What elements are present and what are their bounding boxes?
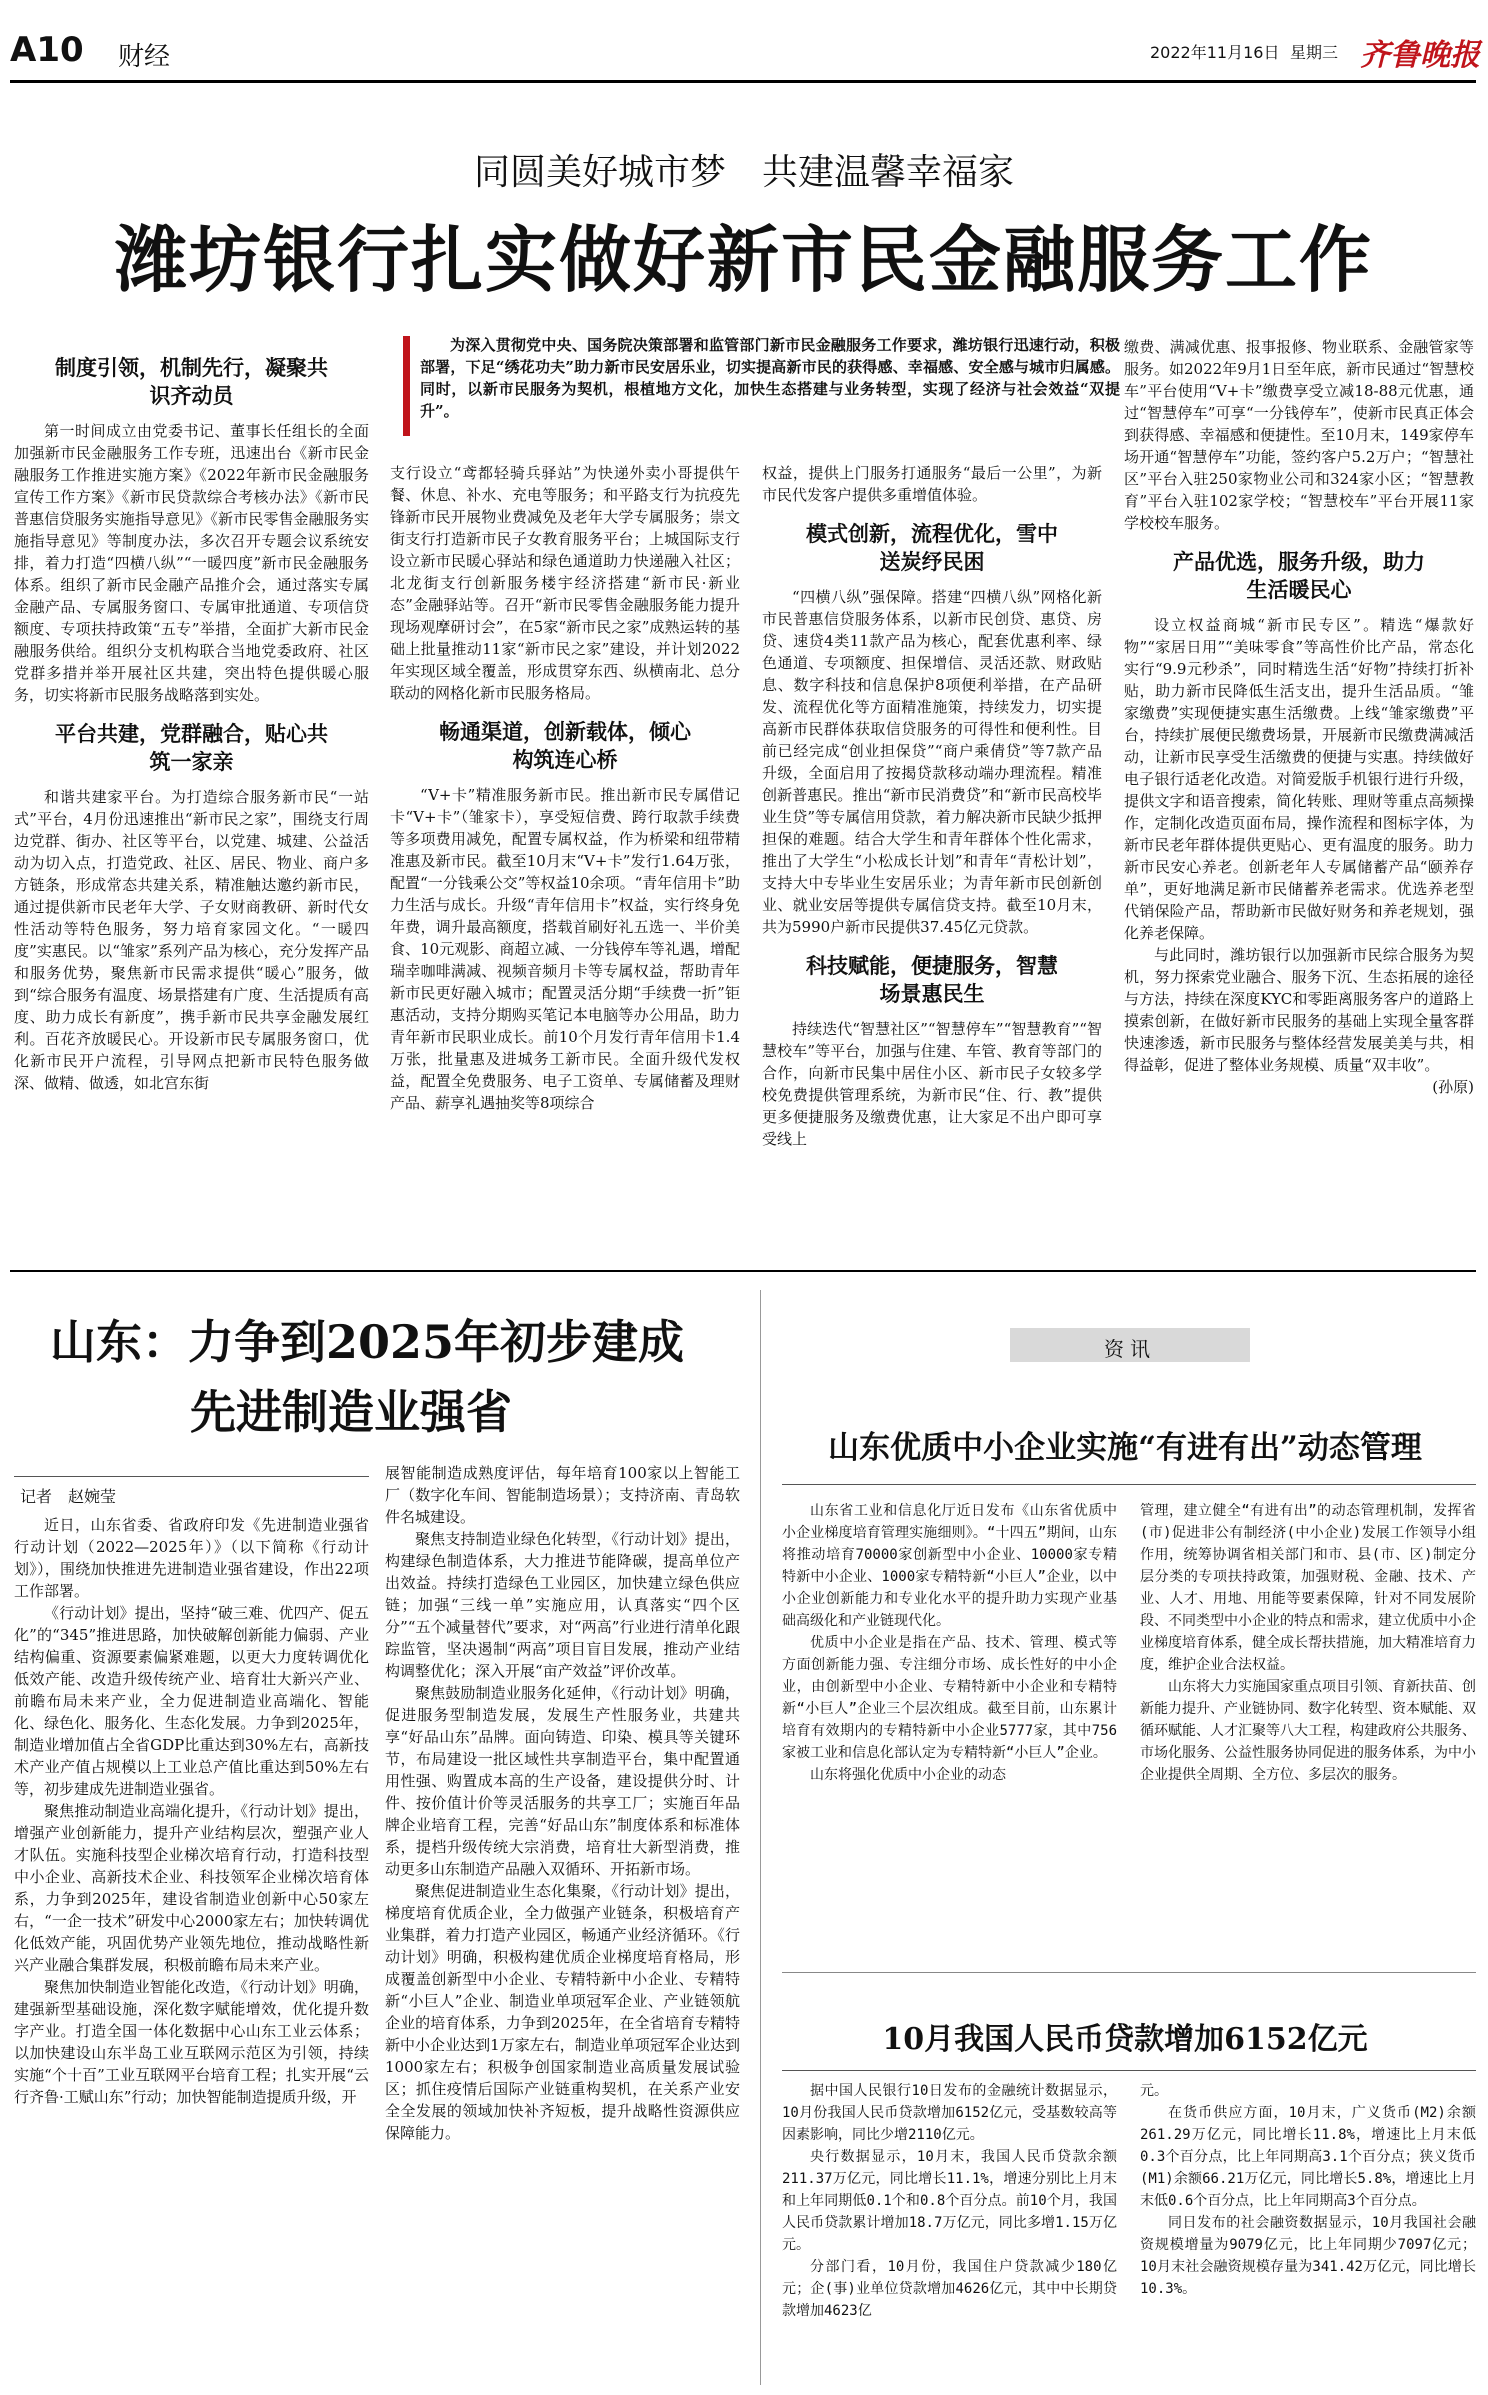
lead-column-2 <box>390 462 740 1114</box>
lead-subhead-4: 模式创新，流程优化，雪中送炭纾民困 <box>806 522 1058 574</box>
issue-date: 2022年11月16日 <box>1150 43 1280 62</box>
zx-label: 资讯 <box>1104 1337 1156 1361</box>
loan-paragraph-1: 据中国人民银行10日发布的金融统计数据显示，10月份我国人民币贷款增加6152亿元，受基数较高等因素影响，同比少增2110亿元。 <box>782 2083 1117 2143</box>
sd-column-2 <box>385 1462 740 2144</box>
zx-paragraph-1: 山东省工业和信息化厅近日发布《山东省优质中小企业梯度培育管理实施细则》。“十四五”期间，山东将推动培育70000家创新型中小企业、10000家专精特新中小企业、1000家专精特新“小巨人”企业，以中小企业创新能力和专业化水平的提升助力实现产业基础高级化和产业链现代化。 <box>782 1503 1117 1629</box>
sd-paragraph-3: 聚焦推动制造业高端化提升，《行动计划》提出，增强产业创新能力，提升产业结构层次，塑强产业人才队伍。实施科技型企业梯次培育行动，打造科技型中小企业、高新技术企业、科技领军企业梯次培育体系，力争到2025年，建设省制造业创新中心50家左右，“一企一技术”研发中心2000家左右；加快转调优化低效产能，巩固优势产业领先地位，推动战略性新兴产业融合集群发展，积极前瞻布局未来产业。 <box>14 1802 369 1974</box>
intro-bar <box>403 336 410 436</box>
column-divider <box>760 1290 761 2385</box>
zx-column-1 <box>782 1500 1117 1786</box>
lead-subhead-5: 科技赋能，便捷服务，智慧场景惠民生 <box>806 954 1058 1006</box>
lead-paragraph-6: “四横八纵”强保障。搭建“四横八纵”网格化新市民普惠信贷服务体系，以新市民创贷、惠贷、房贷、速贷4类11款产品为核心，配套优惠利率、绿色通道、专项额度、担保增信、灵活还款、财政贴息、数字科技和信息保护8项便利举措，在产品研发、流程优化等方面精准施策，持续发力，切实提高新市民群体获取信贷服务的可得性和便利性。目前已经完成“创业担保贷”“商户乘倩贷”等7款产品升级，全面启用了按揭贷款移动端办理流程。精准创新普惠民。推出“新市民消费贷”和“新市民高校毕业生贷”等专属信用贷款，着力解决新市民缺少抵押担保的难题。结合大学生和青年群体个性化需求，推出了大学生“小松成长计划”和青年“青松计划”，支持大中专毕业生安居乐业；为青年新市民创新创业、就业安居等提供专属信贷支持。截至10月末，共为5990户新市民提供37.45亿元贷款。 <box>762 588 1102 936</box>
lead-paragraph-4: “V+卡”精准服务新市民。推出新市民专属借记卡“V+卡”（雏家卡），享受短信费、跨行取款手续费等多项费用减免，配置专属权益，作为桥梁和纽带精准惠及新市民。截至10月末“V+卡”发行1.64万张，配置“一分钱乘公交”等权益10余项。“青年信用卡”助力生活与成长。升级“青年信用卡”权益，实行终身免年费，调升最高额度，搭载首刷好礼五选一、半价美食、10元观影、商超立减、一分钱停车等礼遇，增配瑞幸咖啡满减、视频音频月卡等专属权益，帮助青年新市民更好融入城市；配置灵活分期“手续费一折”钜惠活动，支持分期购买笔记本电脑等办公用品，助力青年新市民职业成长。前10个月发行青年信用卡1.4万张，批量惠及进城务工新市民。全面升级代发权益，配置全免费服务、电子工资单、专属储蓄及理财产品、薪享礼遇抽奖等8项综合 <box>390 786 740 1112</box>
sd-paragraph-7: 聚焦鼓励制造业服务化延伸，《行动计划》明确，促进服务型制造发展，发展生产性服务业，共建共享“好品山东”品牌。面向铸造、印染、模具等关键环节，布局建设一批区域性共享制造平台，集中配置通用性强、购置成本高的生产设备，建设提供分时、计件、按价值计价等灵活服务的共享工厂；实施百年品牌企业培育工程，完善“好品山东”制度体系和标准体系，提档升级传统大宗消费，培育壮大新型消费，推动更多山东制造产品融入双循环、开拓新市场。 <box>385 1684 740 1878</box>
section-name: 财经 <box>118 42 171 72</box>
zx-head-rule <box>782 1484 1476 1485</box>
sd-paragraph-5: 展智能制造成熟度评估，每年培育100家以上智能工厂（数字化车间、智能制造场景）；支持济南、青岛软件名城建设。 <box>385 1464 740 1526</box>
sd-paragraph-6: 聚焦支持制造业绿色化转型，《行动计划》提出，构建绿色制造体系，大力推进节能降碳，提高单位产出效益。持续打造绿色工业园区，加快建立绿色供应链；加强“三线一单”实施应用，认真落实“四个区分”“五个减量替代”要求，对“两高”行业进行清单化跟踪监管，坚决遏制“两高”项目盲目发展，推动产业结构调整优化；深入开展“亩产效益”评价改革。 <box>385 1530 740 1680</box>
sd-paragraph-4: 聚焦加快制造业智能化改造，《行动计划》明确，建强新型基础设施，深化数字赋能增效，优化提升数字产业。打造全国一体化数据中心山东工业云体系；以加快建设山东半岛工业互联网示范区为引领，持续实施“个十百”工业互联网平台培育工程；扎实开展“云行齐鲁·工赋山东”行动；加快智能制造提质升级，开 <box>14 1978 369 2106</box>
loan-paragraph-5: 在货币供应方面，10月末，广义货币(M2)余额261.29万亿元，同比增长11.8%，增速比上月末低0.3个百分点，比上年同期高3.1个百分点；狭义货币(M1)余额66.21万亿元，同比增长5.8%，增速比上月末低0.6个百分点，比上年同期高3个百分点。 <box>1140 2105 1476 2209</box>
sd-paragraph-2: 《行动计划》提出，坚持“破三难、优四产、促五化”的“345”推进思路，加快破解创新能力偏弱、产业结构偏重、资源要素偏紧难题，以更大力度转调优化低效产能、改造升级传统产业、培育壮大新兴产业、前瞻布局未来产业，全力促进制造业高端化、智能化、绿色化、服务化、生态化发展。力争到2025年，制造业增加值占全省GDP比重达到30%左右，高新技术产业产值占规模以上工业总产值比重达到50%左右等，初步建成先进制造业强省。 <box>14 1604 369 1798</box>
lead-paragraph-1: 第一时间成立由党委书记、董事长任组长的全面加强新市民金融服务工作专班，迅速出台《新市民金融服务工作推进实施方案》《2022年新市民金融服务宣传工作方案》《新市民贷款综合考核办法》《新市民普惠信贷服务实施指导意见》《新市民零售金融服务实施指导意见》等制度办法，多次召开专题会议系统安排，着力打造“四横八纵”“一暖四度”新市民金融服务体系。组织了新市民金融产品推介会，通过落实专属金融产品、专属服务窗口、专属审批通道、专项信贷额度、专项扶持政策“五专”举措，全面扩大新市民金融服务供给。组织分支机构联合当地党委政府、社区党群多措并举开展社区共建，突出特色提供暖心服务，切实将新市民服务战略落到实处。 <box>14 422 369 704</box>
sd-paragraph-8: 聚焦促进制造业生态化集聚，《行动计划》提出，梯度培育优质企业，全力做强产业链条，积极培育产业集群，着力打造产业园区，畅通产业经济循环。《行动计划》明确，积极构建优质企业梯度培育格局，形成覆盖创新型中小企业、专精特新中小企业、专精特新“小巨人”企业、制造业单项冠军企业、产业链领航企业的培育体系，力争到2025年，在全省培育专精特新中小企业达到1万家左右，制造业单项冠军企业达到1000家左右；积极争创国家制造业高质量发展试验区；抓住疫情后国际产业链重构契机，在关系产业安全全发展的领域加快补齐短板，提升战略性资源供应保障能力。 <box>385 1882 740 2142</box>
zx-paragraph-3: 山东将强化优质中小企业的动态 <box>810 1767 1006 1783</box>
sd-reporter: 记者 赵婉莹 <box>20 1487 117 1506</box>
lead-paragraph-8: 缴费、满减优惠、报事报修、物业联系、金融管家等服务。如2022年9月1日至年底，新市民通过“智慧校车”平台使用“V+卡”缴费享受立减18-88元优惠，通过“智慧停车”可享“一分钱停车”，使新市民真正体会到获得感、幸福感和便捷性。至10月末，149家停车场开通“智慧停车”功能，签约客户5.2万户；“智慧社区”平台入驻250家物业公司和324家小区；“智慧教育”平台入驻102家学校；“智慧校车”平台开展11家学校校车服务。 <box>1124 338 1474 532</box>
lead-subhead-3: 畅通渠道，创新载体，倾心构筑连心桥 <box>439 720 691 772</box>
loan-paragraph-6: 同日发布的社会融资数据显示，10月我国社会融资规模增量为9079亿元，比上年同期少7097亿元；10月末社会融资规模存量为341.42万亿元，同比增长10.3%。 <box>1140 2215 1476 2297</box>
loan-paragraph-3: 分部门看，10月份，我国住户贷款减少180亿元；企(事)业单位贷款增加4626亿元，其中中长期贷款增加4623亿 <box>782 2259 1117 2319</box>
issue-weekday: 星期三 <box>1290 43 1339 62</box>
lead-paragraph-7: 持续迭代“智慧社区”“智慧停车”“智慧教育”“智慧校车”等平台，加强与住建、车管、教育等部门的合作，向新市民集中居住小区、新市民子女较多学校免费提供管理系统，为新市民“住、行、教”提供更多便捷服务及缴费优惠，让大家足不出户即可享受线上 <box>762 1020 1102 1148</box>
lead-column-3 <box>762 462 1102 1150</box>
loan-column-1 <box>782 2080 1117 2322</box>
zx-column-2 <box>1140 1500 1476 1786</box>
lead-paragraph-3: 支行设立“鸢都轻骑兵驿站”为快递外卖小哥提供午餐、休息、补水、充电等服务；和平路支行为抗疫先锋新市民开展物业费减免及老年大学专属服务；崇文街支行打造新市民子女教育服务平台；上城国际支行设立新市民暖心驿站和绿色通道助力快递融入社区；北龙街支行创新服务楼宇经济搭建“新市民·新业态”金融驿站等。召开“新市民零售金融服务能力提升现场观摩研讨会”，在5家“新市民之家”成熟运转的基础上批量推动11家“新市民之家”建设，并计划2022年实现区域全覆盖，形成贯穿东西、纵横南北、总分联动的网格化新市民服务格局。 <box>390 464 740 702</box>
lead-subhead-2: 平台共建，党群融合，贴心共筑一家亲 <box>55 722 328 774</box>
lead-byline: (孙原) <box>1432 1078 1474 1096</box>
loan-paragraph-4: 元。 <box>1140 2083 1168 2099</box>
paper-logo: 齐鲁晚报 <box>1360 38 1480 73</box>
loan-column-2 <box>1140 2080 1476 2300</box>
sd-head-rule <box>14 1476 369 1477</box>
lead-subhead-1: 制度引领，机制先行，凝聚共识齐动员 <box>55 356 328 408</box>
loan-headline: 10月我国人民币贷款增加6152亿元 <box>882 2022 1368 2057</box>
zx-paragraph-5: 山东将大力实施国家重点项目引领、育新扶苗、创新能力提升、产业链协同、数字化转型、资本赋能、双循环赋能、人才汇聚等八大工程，构建政府公共服务、市场化服务、公益性服务协同促进的服务体系，为中小企业提供全周期、全方位、多层次的服务。 <box>1140 1679 1476 1783</box>
lead-paragraph-5: 权益，提供上门服务打通服务“最后一公里”，为新市民代发客户提供多重增值体验。 <box>762 464 1102 504</box>
loan-head-rule <box>782 2070 1476 2071</box>
lead-column-1 <box>14 340 369 1094</box>
zx-bottom-rule <box>782 1972 1476 1973</box>
lead-kicker: 同圆美好城市梦 共建温馨幸福家 <box>473 152 1014 193</box>
loan-paragraph-2: 央行数据显示，10月末，我国人民币贷款余额211.37万亿元，同比增长11.1%，增速分别比上月末和上年同期低0.1个和0.8个百分点。前10个月，我国人民币贷款累计增加18.7万亿元，同比多增1.15万亿元。 <box>782 2149 1117 2253</box>
lead-intro: 为深入贯彻党中央、国务院决策部署和监管部门新市民金融服务工作要求，潍坊银行迅速行动，积极部署，下足“绣花功夫”助力新市民安居乐业，切实提高新市民的获得感、幸福感、安全感与城市归属感。同时，以新市民服务为契机，根植地方文化，加快生态搭建与业务转型，实现了经济与社会效益“双提升”。 <box>420 336 1120 420</box>
sd-column-1 <box>14 1514 369 2108</box>
lead-paragraph-9: 设立权益商城“新市民专区”。精选“爆款好物”“家居日用”“美味零食”等高性价比产品，常态化实行“9.9元秒杀”，同时精选生活“好物”持续打折补贴，助力新市民降低生活支出，提升生活品质。“雏家缴费”实现便捷实惠生活缴费。上线“雏家缴费”平台，持续扩展便民缴费场景，开展新市民缴费满减活动，让新市民享受生活缴费的便捷与实惠。持续做好电子银行适老化改造。对简爱版手机银行进行升级，提供文字和语音搜索，简化转账、理财等重点高频操作，定制化改造页面布局，操作流程和图标字体，为新市民老年群体提供更贴心、更有温度的服务。助力新市民安心养老。创新老年人专属储蓄产品“颐养存单”，更好地满足新市民储蓄养老需求。优选养老型代销保险产品，帮助新市民做好财务和养老规划，强化养老保障。 <box>1124 616 1474 942</box>
lead-paragraph-10: 与此同时，潍坊银行以加强新市民综合服务为契机，努力探索党业融合、服务下沉、生态拓展的途径与方法，持续在深度KYC和零距离服务客户的道路上摸索创新，在做好新市民服务的基础上实现全量客群快速渗透，新市民服务与整体经营发展美美与共，相得益彰，促进了整体业务规模、质量“双丰收”。 <box>1124 946 1474 1074</box>
masthead-rule <box>10 80 1476 83</box>
lead-column-4 <box>1124 336 1474 1098</box>
sd-headline-line2: 先进制造业强省 <box>190 1385 512 1439</box>
page-number: A10 <box>10 30 84 70</box>
zx-paragraph-2: 优质中小企业是指在产品、技术、管理、模式等方面创新能力强、专注细分市场、成长性好的中小企业，由创新型中小企业、专精特新中小企业和专精特新“小巨人”企业三个层次组成。截至目前，山东累计培育有效期内的专精特新中小企业5777家，其中756家被工业和信息化部认定为专精特新“小巨人”企业。 <box>782 1635 1117 1761</box>
lead-paragraph-2: 和谐共建家平台。为打造综合服务新市民“一站式”平台，4月份迅速推出“新市民之家”，围绕支行周边党群、街办、社区等平台，以党建、城建、公益活动为切入点，打造党政、社区、居民、物业、商户多方链条，形成常态共建关系，精准触达邀约新市民，通过提供新市民老年大学、子女财商教研、新时代女性活动等特色服务，努力培育家园文化。“一暖四度”实惠民。以“雏家”系列产品为核心，充分发挥产品和服务优势，聚焦新市民需求提供“暖心”服务，做到“综合服务有温度、场景搭建有广度、生活提质有高度、助力成长有新度”，携手新市民共享金融发展红利。百花齐放暖民心。开设新市民专属服务窗口，优化新市民开户流程，引导网点把新市民特色服务做深、做精、做透，如北宫东街 <box>14 788 369 1092</box>
zx-paragraph-4: 管理，建立健全“有进有出”的动态管理机制，发挥省(市)促进非公有制经济(中小企业)发展工作领导小组作用，统筹协调省相关部门和市、县(市、区)制定分层分类的专项扶持政策，加强财税、金融、技术、产业、人才、用地、用能等要素保障，针对不同发展阶段、不同类型中小企业的特点和需求，建立优质中小企业梯度培育体系，健全成长帮扶措施，加大精准培育力度，维护企业合法权益。 <box>1140 1503 1476 1673</box>
zx-headline: 山东优质中小企业实施“有进有出”动态管理 <box>828 1430 1422 1466</box>
sd-paragraph-1: 近日，山东省委、省政府印发《先进制造业强省行动计划（2022—2025年）》（以下简称《行动计划》），围绕加快推进先进制造业强省建设，作出22项工作部署。 <box>14 1516 369 1600</box>
sd-headline-line1: 山东：力争到2025年初步建成 <box>50 1315 685 1369</box>
lead-headline: 潍坊银行扎实做好新市民金融服务工作 <box>114 217 1373 302</box>
lead-subhead-6: 产品优选，服务升级，助力生活暖民心 <box>1173 550 1425 602</box>
lead-bottom-rule <box>10 1270 1476 1272</box>
